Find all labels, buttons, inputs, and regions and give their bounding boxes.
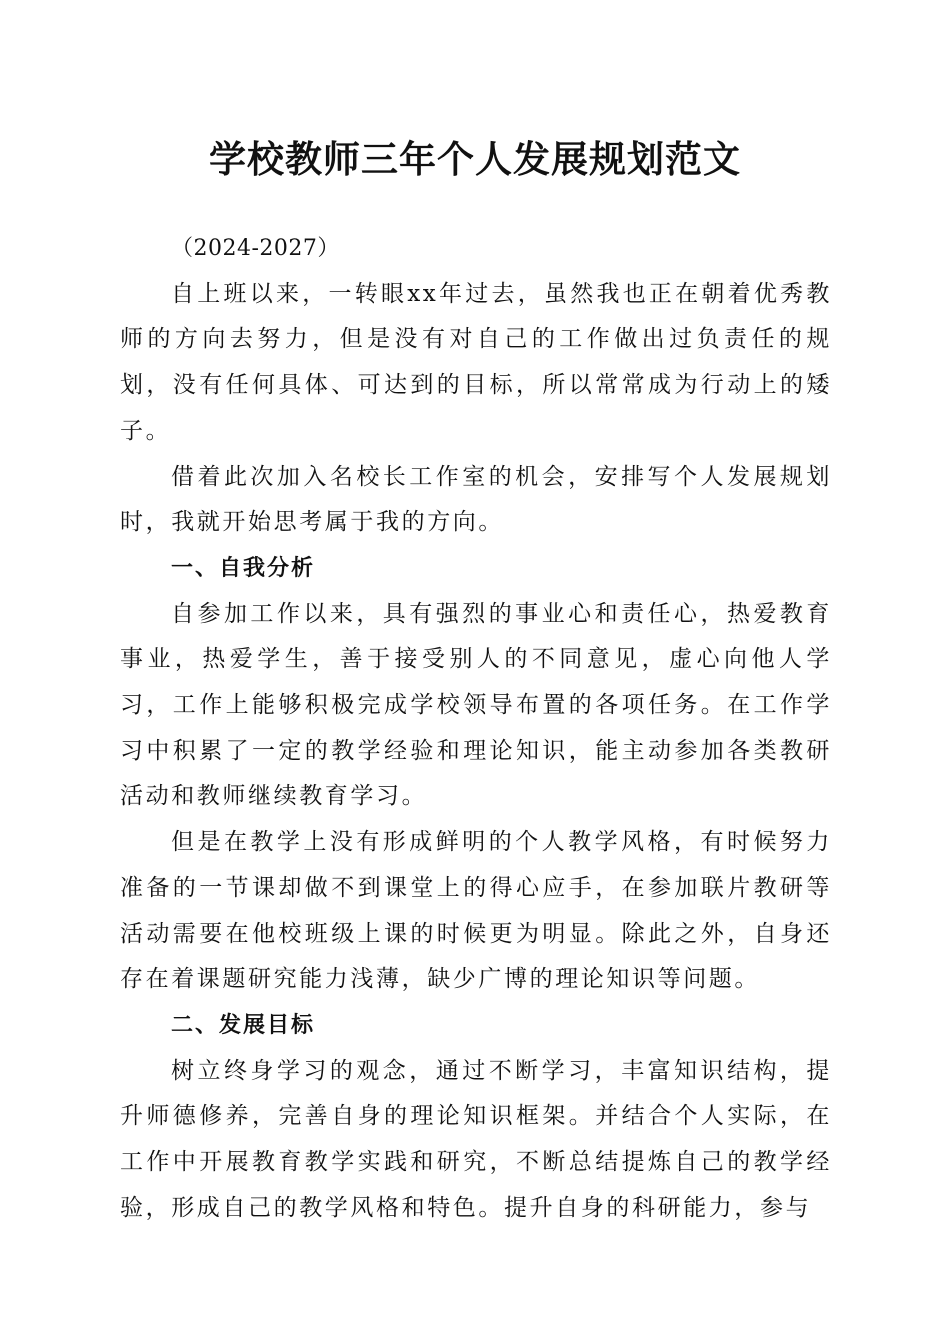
goals-paragraph-1: 树立终身学习的观念，通过不断学习，丰富知识结构，提升师德修养，完善自身的理论知识框架。并结合个人实际，在工作中开展教育教学实践和研究，不断总结提炼自己的教学经验，形成自己的教学风格和特色。提升自身的科研能力，参与 bbox=[120, 1057, 832, 1221]
section-heading-self-analysis: 一、自我分析 bbox=[171, 555, 316, 581]
year-range: （2024-2027） bbox=[171, 236, 340, 261]
self-analysis-paragraph-1: 自参加工作以来，具有强烈的事业心和责任心，热爱教育事业，热爱学生，善于接受别人的不同意见，虚心向他人学习，工作上能够积极完成学校领导布置的各项任务。在工作学习中积累了一定的教学经验和理论知识，能主动参加各类教研活动和教师继续教育学习。 bbox=[120, 600, 832, 810]
intro-paragraph-2: 借着此次加入名校长工作室的机会，安排写个人发展规划时，我就开始思考属于我的方向。 bbox=[120, 463, 832, 536]
document-title: 学校教师三年个人发展规划范文 bbox=[209, 137, 741, 181]
self-analysis-paragraph-2: 但是在教学上没有形成鲜明的个人教学风格，有时候努力准备的一节课却做不到课堂上的得心应手，在参加联片教研等活动需要在他校班级上课的时候更为明显。除此之外，自身还存在着课题研究能力浅薄，缺少广博的理论知识等问题。 bbox=[120, 829, 832, 993]
section-heading-goals: 二、发展目标 bbox=[171, 1012, 316, 1038]
intro-paragraph-1: 自上班以来，一转眼xx年过去，虽然我也正在朝着优秀教师的方向去努力，但是没有对自己的工作做出过负责任的规划，没有任何具体、可达到的目标，所以常常成为行动上的矮子。 bbox=[120, 280, 832, 444]
document-body bbox=[120, 226, 832, 1231]
